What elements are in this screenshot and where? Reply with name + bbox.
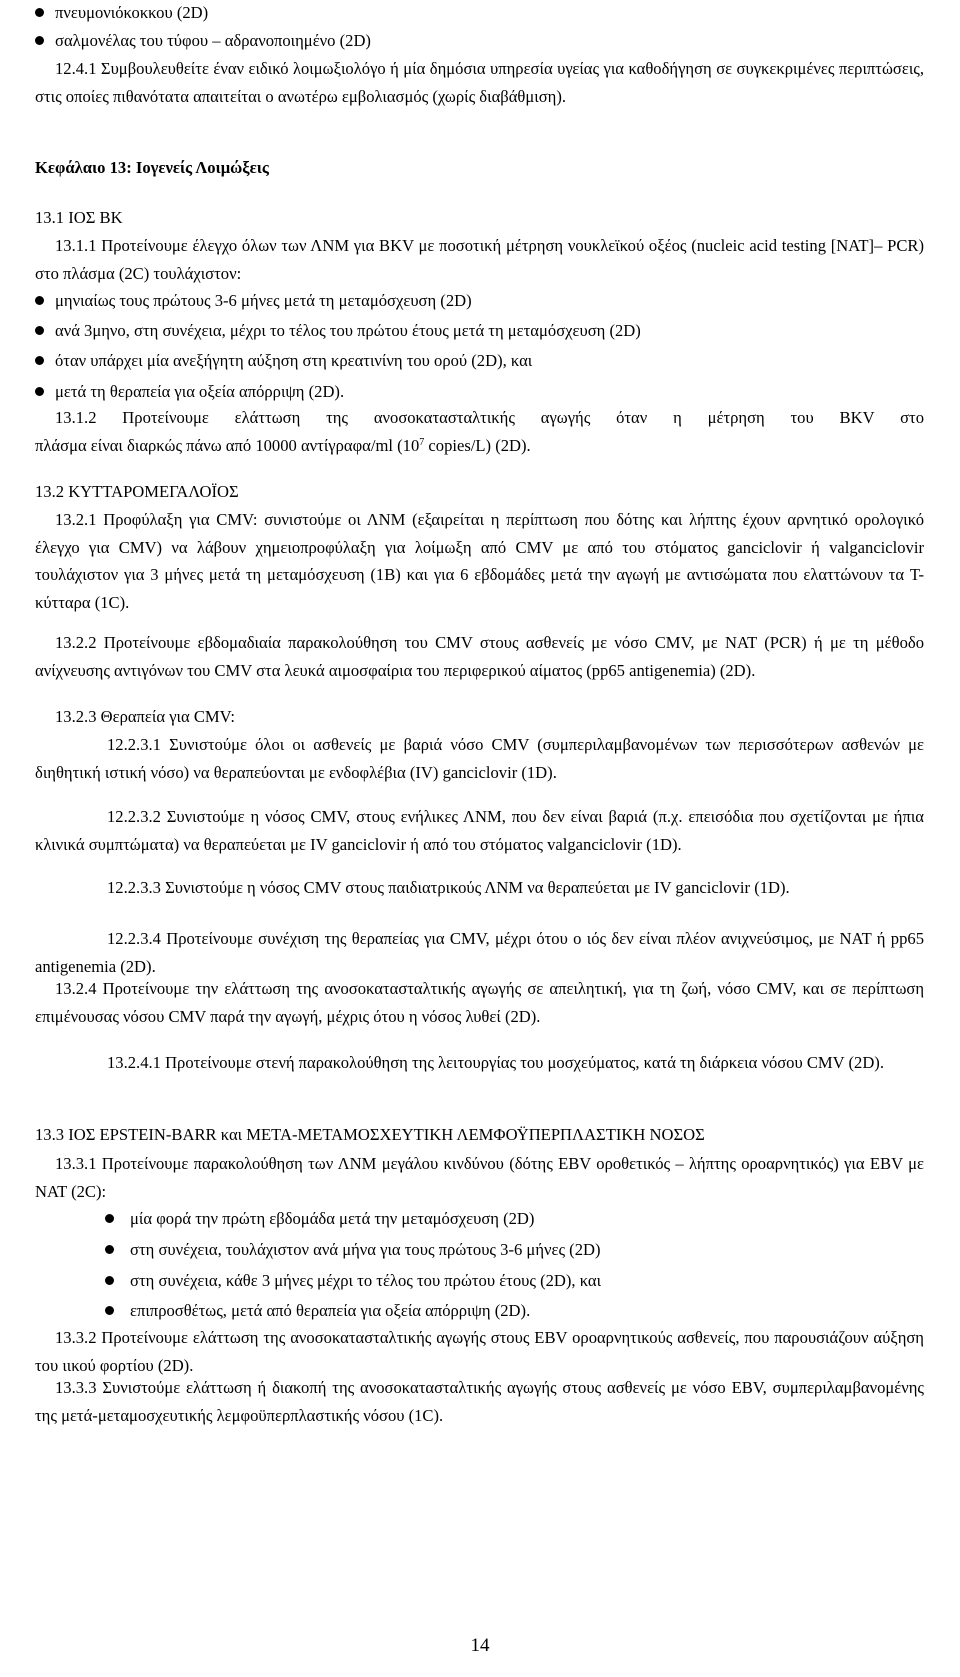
section-heading-13-1: 13.1 ΙΟΣ ΒΚ xyxy=(35,208,123,227)
section-heading-13-2: 13.2 ΚΥΤΤΑΡΟΜΕΓΑΛΟΪΟΣ xyxy=(35,482,239,501)
bullet-icon xyxy=(105,1245,114,1254)
paragraph-12-2-3-1: 12.2.3.1 Συνιστούμε όλοι οι ασθενείς με βαριά νόσο CMV (συμπεριλαμβανομένων των περισσότερων ασθενών με διηθητική ιστική νόσο) να θεραπεύονται με ενδοφλέβια (IV) ganciclovir (1D). xyxy=(35,735,924,782)
paragraph-13-3-3: 13.3.3 Συνιστούμε ελάττωση ή διακοπή της ανοσοκατασταλτικής αγωγής στους ασθενείς με νόσο EBV, συμπεριλαμβανομένης της μετά-μεταμοσχευτικής λεμφοϋπερπλαστικής νόσου (1C). xyxy=(35,1378,924,1425)
paragraph-12-2-3-2: 12.2.3.2 Συνιστούμε η νόσος CMV, στους ενήλικες ΛΝΜ, που δεν είναι βαριά (π.χ. επεισόδια που σχετίζονται με ήπια κλινικά συμπτώματα) να θεραπεύεται με IV ganciclovir ή από του στόματος valganciclovir (1D). xyxy=(35,807,924,854)
bullet-icon xyxy=(35,36,44,45)
paragraph-13-2-3: 13.2.3 Θεραπεία για CMV: xyxy=(55,707,236,726)
bullet-icon xyxy=(35,296,44,305)
paragraph-13-3-2: 13.3.2 Προτείνουμε ελάττωση της ανοσοκατασταλτικής αγωγής στους EBV οροαρνητικούς ασθενείς, που παρουσιάζουν αύξηση του ιικού φορτίου (2D). xyxy=(35,1328,924,1375)
paragraph-13-2-4-1: 13.2.4.1 Προτείνουμε στενή παρακολούθηση της λειτουργίας του μοσχεύματος, κατά τη διάρκεια νόσου CMV (2D). xyxy=(107,1053,884,1072)
paragraph-12-4-1: 12.4.1 Συμβουλευθείτε έναν ειδικό λοιμωξιολόγο ή μία δημόσια υπηρεσία υγείας για καθοδήγηση σε συγκεκριμένες περιπτώσεις, στις οποίες πιθανότατα απαιτείται ο ανωτέρω εμβολιασμός (χωρίς διαβάθμιση). xyxy=(35,59,924,106)
bullet-icon xyxy=(35,356,44,365)
paragraph-13-2-1: 13.2.1 Προφύλαξη για CMV: συνιστούμε οι ΛΝΜ (εξαιρείται η περίπτωση που δότης και λήπτης έχουν αρνητικό ορολογικό έλεγχο για CMV) να λάβουν χημειοπροφύλαξη για λοίμωξη από CMV με από του στόματος ganciclovir ή valganciclovir τουλάχιστον για 3 μήνες μετά τη μεταμόσχευση (1B) και για 6 εβδομάδες μετά την αγωγή με αντισώματα που ελαττώνουν τα T-κύτταρα (1C). xyxy=(35,510,924,612)
document-page: πνευμονιόκοκκου (2D) σαλμονέλας του τύφου – αδρανοποιημένο (2D) 12.4.1 Συμβουλευθείτε έναν ειδικό λοιμωξιολόγο ή μία δημόσια υπηρεσία υγείας για καθοδήγηση σε συγκεκριμένες περιπτώσεις, στις οποίες πιθανότατα απαιτείται ο ανωτέρω εμβολιασμός (χωρίς διαβάθμιση). Κεφάλαιο 13: Ιογενείς Λοιμώξεις 13.1 ΙΟΣ ΒΚ 13.1.1 Προτείνουμε έλεγχο όλων των ΛΝΜ για BKV με ποσοτική μέτρηση νουκλεϊκού οξέος (nucleic acid testing [NAT]– PCR) στο πλάσμα (2C) τουλάχιστον: μηνιαίως τους πρώτους 3-6 μήνες μετά τη μεταμόσχευση (2D) ανά 3μηνο, στη συνέχεια, μέχρι το τέλος του πρώτου έτους μετά τη μεταμόσχευση (2D) όταν υπάρχει μία ανεξήγητη αύξηση στη κρεατινίνη του ορού (2D), και μετά τη θεραπεία για οξεία απόρριψη (2D). 13.1.2 Προτείνουμε ελάττωση της ανοσοκατασταλτικής αγωγής όταν η μέτρηση του BKV στο πλάσμα είναι διαρκώς πάνω από 10000 αντίγραφα/ml ($10^7$ copies/L) (2D). 13.2 ΚΥΤΤΑΡΟΜΕΓΑΛΟΪΟΣ 13.2.1 Προφύλαξη για CMV: συνιστούμε οι ΛΝΜ (εξαιρείται η περίπτωση που δότης και λήπτης έχουν αρνητικό ορολογικό έλεγχο για CMV) να λάβουν χημειοπροφύλαξη για λοίμωξη από CMV με από του στόματος ganciclovir ή valganciclovir τουλάχιστον για 3 μήνες μετά τη μεταμόσχευση (1B) και για 6 εβδομάδες μετά την αγωγή με αντισώματα που ελαττώνουν τα T-κύτταρα (1C). 13.2.2 Προτείνουμε εβδομαδιαία παρακολούθηση του CMV στους ασθενείς με νόσο CMV, με NAT (PCR) ή με τη μέθοδο ανίχνευσης αντιγόνων του CMV στα λευκά αιμοσφαίρια του περιφερικού αίματος (pp65 antigenemia) (2D). 13.2.3 Θεραπεία για CMV: 12.2.3.1 Συνιστούμε όλοι οι ασθενείς με βαριά νόσο CMV (συμπεριλαμβανομένων των περισσότερων ασθενών με διηθητική ιστική νόσο) να θεραπεύονται με ενδοφλέβια (IV) ganciclovir (1D). 12.2.3.2 Συνιστούμε η νόσος CMV, στους ενήλικες ΛΝΜ, που δεν είναι βαριά (π.χ. επεισόδια που σχετίζονται με ήπια κλινικά συμπτώματα) να θεραπεύεται με IV ganciclovir ή από του στόματος valganciclovir (1D). 12.2.3.3 Συνιστούμε η νόσος CMV στους παιδιατρικούς ΛΝΜ να θεραπεύεται με IV ganciclovir (1D). 12.2.3.4 Προτείνουμε συνέχιση της θεραπείας για CMV, μέχρι ότου ο ιός δεν είναι πλέον ανιχνεύσιμος, με NAT ή pp65 antigenemia (2D). 13.2.4 Προτείνουμε την ελάττωση της ανοσοκατασταλτικής αγωγής σε απειλητική, για τη ζωή, νόσο CMV, και σε περίπτωση επιμένουσας νόσου CMV παρά την αγωγή, μέχρις ότου η νόσος λυθεί (2D). 13.2.4.1 Προτείνουμε στενή παρακολούθηση της λειτουργίας του μοσχεύματος, κατά τη διάρκεια νόσου CMV (2D). 13.3 ΙΟΣ EPSTEIN-BARR και ΜΕΤΑ-ΜΕΤΑΜΟΣΧΕΥΤΙΚΗ ΛΕΜΦΟΫΠΕΡΠΛΑΣΤΙΚΗ ΝΟΣΟΣ 13.3.1 Προτείνουμε παρακολούθηση των ΛΝΜ μεγάλου κινδύνου (δότης EBV οροθετικός – λήπτης οροαρνητικός) για EBV με NAT (2C): μία φορά την πρώτη εβδομάδα μετά την μεταμόσχευση (2D) στη συνέχεια, τουλάχιστον ανά μήνα για τους πρώτους 3-6 μήνες (2D) στη συνέχεια, κάθε 3 μήνες μέχρι το τέλος του πρώτου έτους (2D), και επιπροσθέτως, μετά από θεραπεία για οξεία απόρριψη (2D). 13.3.2 Προτείνουμε ελάττωση της ανοσοκατασταλτικής αγωγής στους EBV οροαρνητικούς ασθενείς, που παρουσιάζουν αύξηση του ιικού φορτίου (2D). 13.3.3 Συνιστούμε ελάττωση ή διακοπή της ανοσοκατασταλτικής αγωγής στους ασθενείς με νόσο EBV, συμπεριλαμβανομένης της μετά-μεταμοσχευτικής λεμφοϋπερπλαστικής νόσου (1C). 14 xyxy=(0,0,960,1677)
bullet-icon xyxy=(35,387,44,396)
paragraph-13-2-2: 13.2.2 Προτείνουμε εβδομαδιαία παρακολούθηση του CMV στους ασθενείς με νόσο CMV, με NAT (PCR) ή με τη μέθοδο ανίχνευσης αντιγόνων του CMV στα λευκά αιμοσφαίρια του περιφερικού αίματος (pp65 antigenemia) (2D). xyxy=(35,633,924,680)
chapter-title: Κεφάλαιο 13: Ιογενείς Λοιμώξεις xyxy=(35,158,269,177)
section-heading-13-3: 13.3 ΙΟΣ EPSTEIN-BARR και ΜΕΤΑ-ΜΕΤΑΜΟΣΧΕΥΤΙΚΗ ΛΕΜΦΟΫΠΕΡΠΛΑΣΤΙΚΗ ΝΟΣΟΣ xyxy=(35,1125,705,1144)
bullet-icon xyxy=(35,8,44,17)
bullet-icon xyxy=(105,1214,114,1223)
page-number: 14 xyxy=(470,1635,490,1656)
paragraph-13-1-1: 13.1.1 Προτείνουμε έλεγχο όλων των ΛΝΜ για BKV με ποσοτική μέτρηση νουκλεϊκού οξέος (nucleic acid testing [NAT]– PCR) στο πλάσμα (2C) τουλάχιστον: xyxy=(35,236,924,283)
paragraph-13-1-2: 13.1.2 Προτείνουμε ελάττωση της ανοσοκατασταλτικής αγωγής όταν η μέτρηση του BKV στο πλάσμα είναι διαρκώς πάνω από 10000 αντίγραφα/ml ($10^7$ copies/L) (2D). xyxy=(35,408,924,455)
paragraph-12-2-3-4: 12.2.3.4 Προτείνουμε συνέχιση της θεραπείας για CMV, μέχρι ότου ο ιός δεν είναι πλέον ανιχνεύσιμος, με NAT ή pp65 antigenemia (2D). xyxy=(35,929,924,976)
paragraph-13-2-4: 13.2.4 Προτείνουμε την ελάττωση της ανοσοκατασταλτικής αγωγής σε απειλητική, για τη ζωή, νόσο CMV, και σε περίπτωση επιμένουσας νόσου CMV παρά την αγωγή, μέχρις ότου η νόσος λυθεί (2D). xyxy=(35,979,924,1026)
bullet-icon xyxy=(105,1276,114,1285)
bullet-icon xyxy=(105,1306,114,1315)
bullet-icon xyxy=(35,326,44,335)
paragraph-13-3-1: 13.3.1 Προτείνουμε παρακολούθηση των ΛΝΜ μεγάλου κινδύνου (δότης EBV οροθετικός – λήπτης οροαρνητικός) για EBV με NAT (2C): xyxy=(35,1154,924,1201)
paragraph-12-2-3-3: 12.2.3.3 Συνιστούμε η νόσος CMV στους παιδιατρικούς ΛΝΜ να θεραπεύεται με IV ganciclovir (1D). xyxy=(107,878,790,897)
